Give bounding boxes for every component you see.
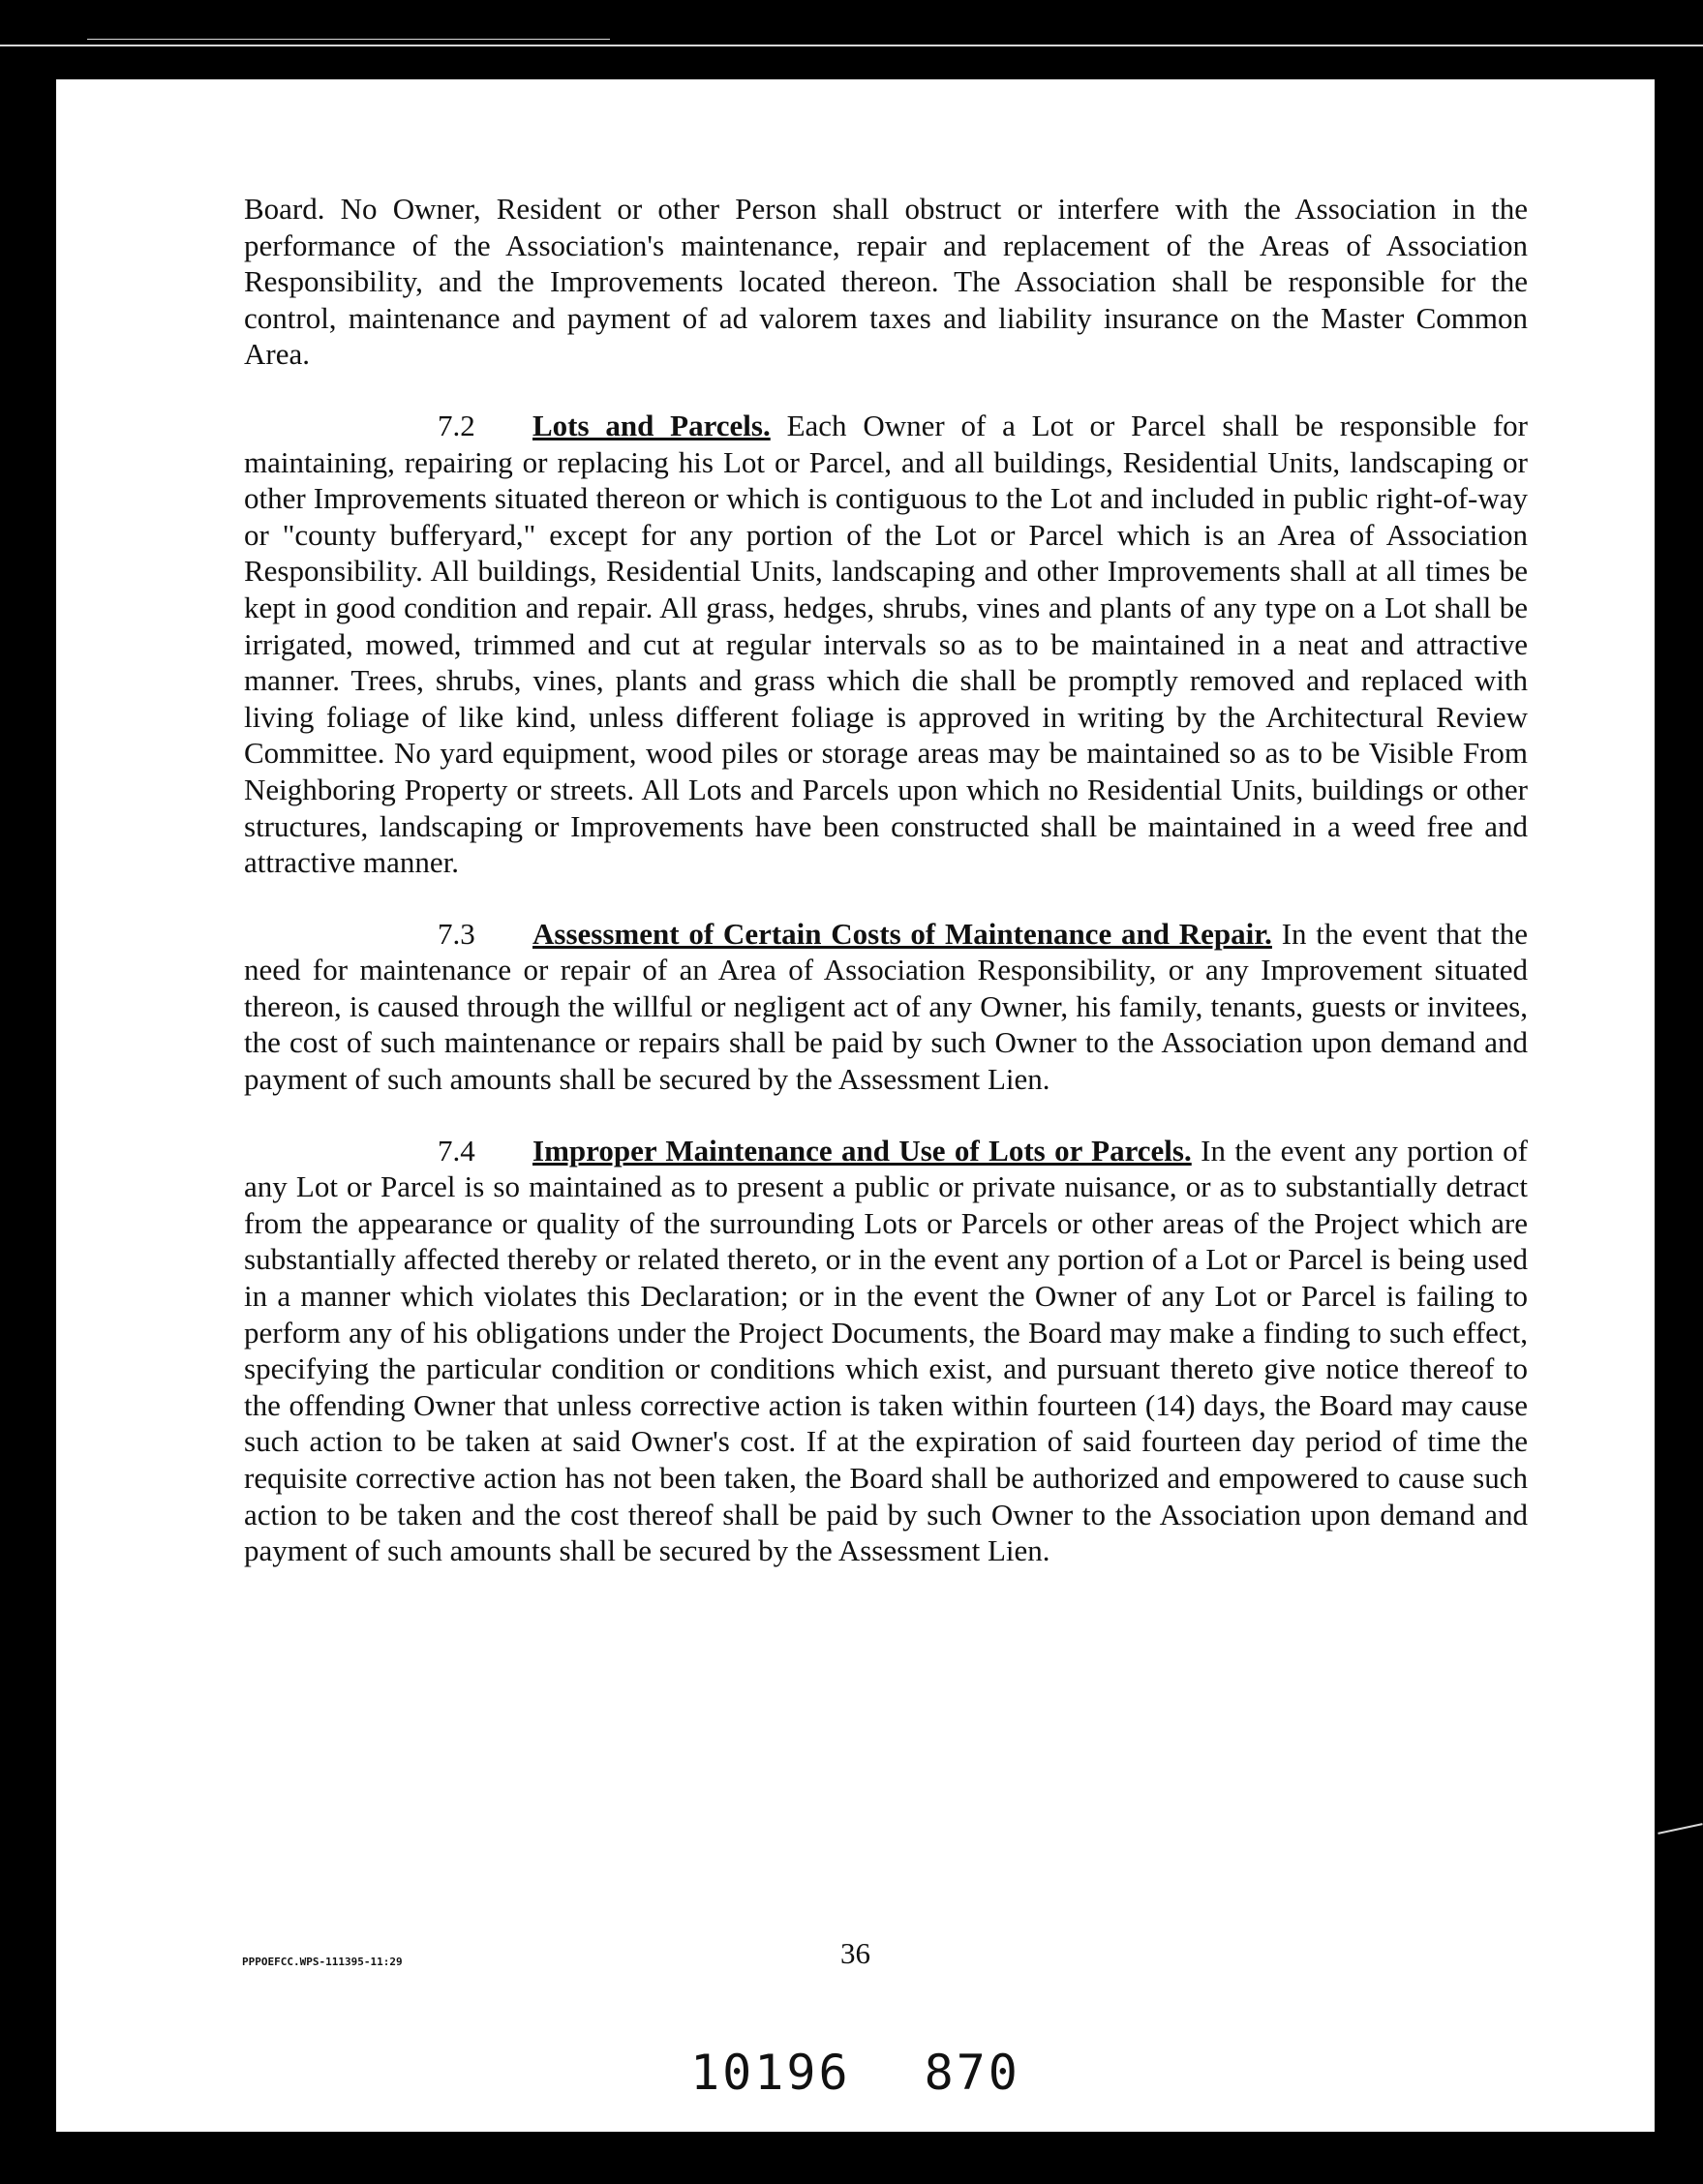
section-number: 7.2 (438, 408, 475, 442)
section-text: In the event that the need for maintenance or repair of an Area of Association Responsibility, or any Improvement situated thereon, is caused through the willful or negligent act of any Owner, his family, tenants, guests or invitees, the cost of such maintenance or repairs shall be paid by such Owner to the Association upon demand and payment of such amounts shall be secured by the Assessment Lien. (244, 916, 1529, 1097)
section-title: Assessment of Certain Costs of Maintenance and Repair. (532, 916, 1272, 951)
recording-number (56, 2045, 1655, 2101)
section-7-2 (244, 408, 1528, 881)
section-text: Each Owner of a Lot or Parcel shall be responsible for maintaining, repairing or replacing his Lot or Parcel, and all buildings, Residential Units, landscaping or other Improvements situated thereon or which is contiguous to the Lot and included in public right-of-way or "county bufferyard," except for any portion of the Lot or Parcel which is an Area of Association Responsibility. All buildings, Residential Units, landscaping and other Improvements shall at all times be kept in good condition and repair. All grass, hedges, shrubs, vines and plants of any type on a Lot shall be irrigated, mowed, trimmed and cut at regular intervals so as to be maintained in a neat and attractive manner. Trees, shrubs, vines, plants and grass which die shall be promptly removed and replaced with living foliage of like kind, unless different foliage is approved in writing by the Architectural Review Committee. No yard equipment, wood piles or storage areas may be maintained so as to be Visible From Neighboring Property or streets. All Lots and Parcels upon which no Residential Units, buildings or other structures, landscaping or Improvements have been constructed shall be maintained in a weed free and attractive manner. (244, 408, 1528, 880)
section-title: Improper Maintenance and Use of Lots or Parcels. (532, 1133, 1192, 1168)
section-7-3 (244, 916, 1528, 1098)
paragraph-continuation (244, 191, 1528, 373)
section-text: In the event any portion of any Lot or Parcel is so maintained as to present a public or private nuisance, or as to substantially detract from the appearance or quality of the surrounding Lots or Parcels or other areas of the Project which are substantially affected thereby or related thereto, or in the event any portion of a Lot or Parcel is being used in a manner which violates this Declaration; or in the event the Owner of any Lot or Parcel is failing to perform any of his obligations under the Project Documents, the Board may make a finding to such effect, specifying the particular condition or conditions which exist, and pursuant thereto give notice thereof to the offending Owner that unless corrective action is taken within fourteen (14) days, the Board may cause such action to be taken at said Owner's cost. If at the expiration of said fourteen day period of time the requisite corrective action has not been taken, the Board shall be authorized and empowered to cause such action to be taken and the cost thereof shall be paid by such Owner to the Association upon demand and payment of such amounts shall be secured by the Assessment Lien. (244, 1133, 1528, 1568)
section-7-4 (244, 1133, 1528, 1569)
paragraph-text: Board. No Owner, Resident or other Person shall obstruct or interfere with the Association in the performance of the Association's maintenance, repair and replacement of the Areas of Association Responsibility, and the Improvements located thereon. The Association shall be responsible for the control, maintenance and payment of ad valorem taxes and liability insurance on the Master Common Area. (244, 192, 1528, 372)
recording-book: 10196 (690, 2045, 851, 2101)
recording-page: 870 (924, 2045, 1020, 2101)
scan-streak-right (1657, 1823, 1702, 1835)
document-page (56, 79, 1655, 2132)
section-number: 7.4 (438, 1133, 475, 1168)
document-body (244, 191, 1528, 1604)
section-number: 7.3 (438, 916, 475, 951)
page-number: 36 (840, 1936, 870, 1970)
footer-file-code: PPPOEFCC.WPS-111395-11:29 (242, 1956, 403, 1968)
section-title: Lots and Parcels. (532, 408, 771, 442)
scan-streak-top (0, 45, 1703, 46)
scan-streak-top-short (87, 39, 610, 40)
